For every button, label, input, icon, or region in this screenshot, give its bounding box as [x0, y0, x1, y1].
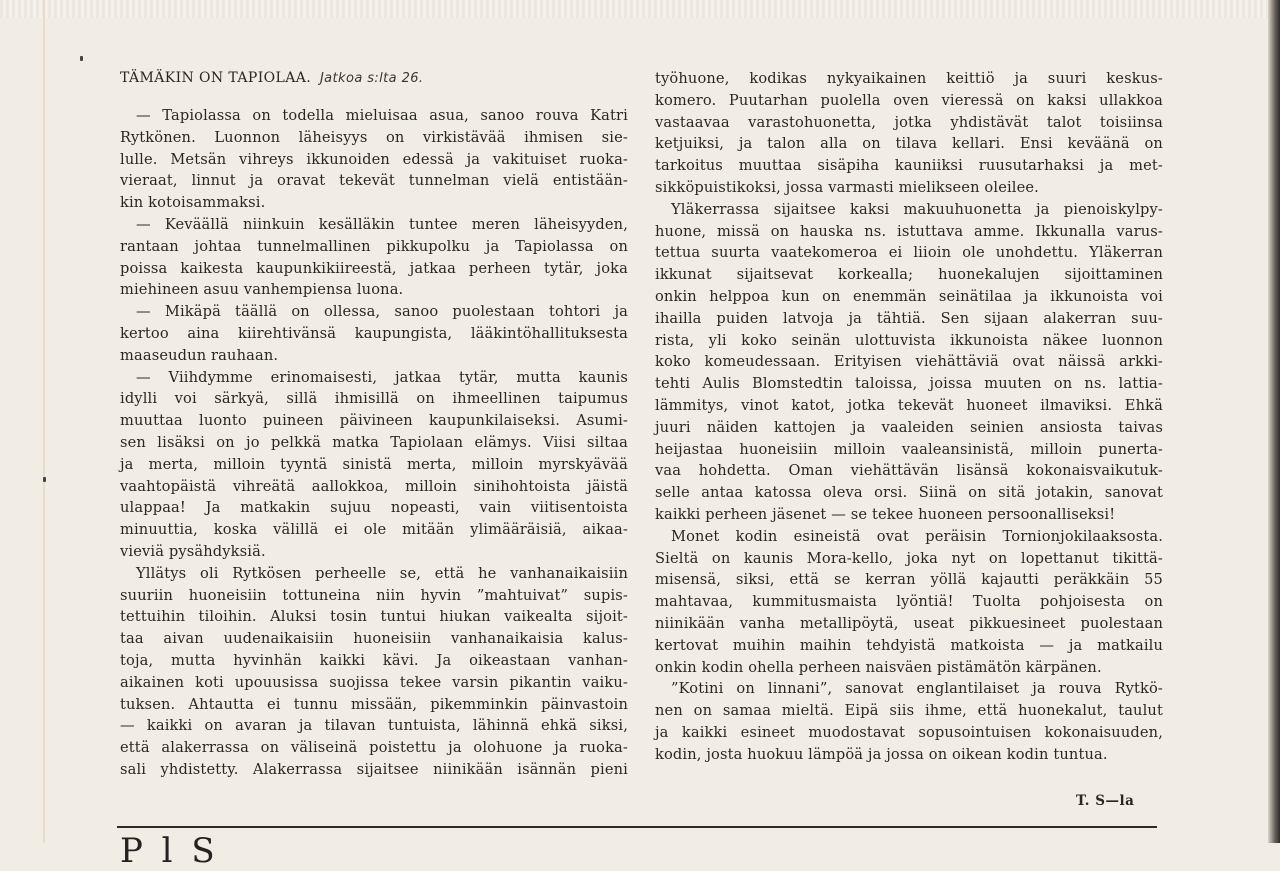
- text-line: lulle. Metsän vihreys ikkunoiden edessä ja vakituiset ruoka-: [120, 150, 628, 168]
- text-line: sikköpuistikoksi, jossa varmasti mielikseen oleilee.: [655, 178, 1039, 196]
- text-line: Yläkerrassa sijaitsee kaksi makuuhuonetta ja pienoiskylpy-: [671, 200, 1163, 218]
- text-line: lämmitys, vinot katot, jotka tekevät huoneet ilmaviksi. Ehkä: [655, 396, 1163, 414]
- text-line: kin kotoisammaksi.: [120, 194, 266, 212]
- text-line: — Mikäpä täällä on ollessa, sanoo puolestaan tohtori ja: [136, 303, 628, 321]
- text-line: huone, missä on hauska ns. istuttava amme. Ikkunalla varus-: [655, 222, 1163, 240]
- text-line: tehti Aulis Blomstedtin taloissa, joissa muuten on ns. lattia-: [655, 375, 1163, 393]
- text-line: — kaikki on avaran ja tilavan tuntuista, lähinnä ehkä siksi,: [120, 717, 628, 735]
- text-line: tettua suurta vaatekomeroa ei liioin ole unohdettu. Yläkerran: [655, 244, 1163, 262]
- scan-speck: [43, 477, 46, 482]
- scan-speck: [80, 56, 83, 61]
- section-divider-rule: [117, 826, 1157, 828]
- text-line: työhuone, kodikas nykyaikainen keittiö ja suuri keskus-: [655, 70, 1163, 87]
- text-line: ihailla puiden latvoja ja tähtiä. Sen sijaan alakerran suu-: [655, 309, 1163, 327]
- author-signature: T. S—la: [1076, 793, 1135, 809]
- page-fold-line: [43, 0, 45, 843]
- text-line: nen on samaa mieltä. Eipä siis ihme, että huonekalut, taulut: [655, 702, 1163, 720]
- text-line: Rytkönen. Luonnon läheisyys on virkistävää ihmisen sie-: [120, 128, 628, 146]
- page-right-edge: [1268, 0, 1280, 843]
- text-line: kertovat muihin maihin tehdyistä matkoista — ja matkailu: [655, 636, 1163, 654]
- text-line: onkin kodin ohella perheen naisväen pistämätön kärpänen.: [655, 658, 1102, 676]
- continuation-reference: Jatkoa s:lta 26.: [319, 71, 424, 86]
- text-line: minuuttia, koska välillä ei ole mitään ylimääräisiä, aikaa-: [120, 521, 628, 539]
- text-line: kaikki perheen jäsenet — se tekee huoneen persoonalliseksi!: [655, 505, 1116, 523]
- text-line: — Keväällä niinkuin kesälläkin tuntee meren läheisyyden,: [136, 215, 628, 233]
- text-line: maaseudun rauhaan.: [120, 346, 279, 364]
- text-line: heijastaa huoneisiin milloin vaaleansinistä, milloin punerta-: [655, 440, 1163, 458]
- text-line: kertoo aina kiirehtivänsä kaupungista, lääkintöhallituksesta: [120, 324, 628, 342]
- text-line: tarkoitus muuttaa sisäpiha kauniiksi ruusutarhaksi ja met-: [655, 157, 1163, 175]
- text-line: ”Kotini on linnani”, sanovat englantilaiset ja rouva Rytkö-: [671, 680, 1163, 698]
- text-line: — Tapiolassa on todella mieluisaa asua, sanoo rouva Katri: [136, 107, 628, 124]
- text-line: mahtavaa, kummitusmaista lyöntiä! Tuolta pohjoisesta on: [655, 593, 1163, 611]
- left-column: [120, 68, 628, 781]
- text-line: ikkunat sijaitsevat korkealla; huonekalujen sijoittaminen: [655, 266, 1163, 284]
- scan-top-strip: [0, 0, 1280, 18]
- text-line: sali yhdistetty. Alakerrassa sijaitsee niinikään isännän pieni: [120, 760, 628, 778]
- text-line: ulappaa! Ja matkakin sujuu nopeasti, vain viitisentoista: [120, 499, 628, 517]
- text-line: niinikään vanha metallipöytä, useat pikkuesineet puolestaan: [655, 614, 1163, 632]
- text-line: että alakerrassa on väliseinä poistettu ja olohuone ja ruoka-: [120, 739, 628, 757]
- text-line: suuriin huoneisiin tottuneina niin hyvin ”mahtuivat” supis-: [120, 586, 628, 604]
- text-line: sen lisäksi on jo pelkkä matka Tapiolaan elämys. Viisi siltaa: [120, 433, 628, 451]
- text-line: misensä, siksi, että se kerran yöllä kajautti peräkkäin 55: [655, 571, 1163, 589]
- text-line: ketjuiksi, ja talon alla on tilava kellari. Ensi keväänä on: [655, 135, 1163, 153]
- text-line: tuksen. Ahtautta ei tunnu missään, pikemminkin päinvastoin: [120, 695, 628, 713]
- text-line: vastaavaa varastohuonetta, jotka yhdistävät talot toisiinsa: [655, 113, 1163, 131]
- article-heading: [120, 68, 628, 90]
- text-line: vieviä pysähdyksiä.: [120, 542, 266, 560]
- article-title: TÄMÄKIN ON TAPIOLAA.: [120, 70, 312, 86]
- text-line: muuttaa luonto puineen päivineen kaupunkilaiseksi. Asumi-: [120, 412, 628, 430]
- text-line: vaa hohdetta. Oman viehättävän lisänsä kokonaisvaikutuk-: [655, 462, 1163, 480]
- text-line: rista, yli koko seinän ulottuvista ikkunoista näkee luonnon: [655, 331, 1163, 349]
- text-line: kodin, josta huokuu lämpöä ja jossa on oikean kodin tuntua.: [655, 745, 1108, 763]
- text-line: Yllätys oli Rytkösen perheelle se, että he vanhanaikaisiin: [136, 564, 628, 582]
- right-column: [655, 68, 1163, 766]
- text-line: — Viihdymme erinomaisesti, jatkaa tytär, mutta kaunis: [136, 368, 628, 386]
- text-line: onkin helppoa kun on enemmän seinätilaa ja ikkunoista voi: [655, 287, 1163, 305]
- text-line: aikainen koti upouusissa suojissa tekee varsin pikantin vaiku-: [120, 673, 628, 691]
- text-line: komero. Puutarhan puolella oven vieressä on kaksi ullakkoa: [655, 91, 1163, 109]
- text-line: selle antaa katossa oleva orsi. Siinä on sitä jotakin, sanovat: [655, 484, 1163, 502]
- text-line: idylli voi särkyä, sillä ihmisillä on ihmeellinen taipumus: [120, 390, 628, 408]
- text-line: poissa kaikesta kaupunkikiireestä, jatkaa perheen tytär, joka: [120, 259, 628, 277]
- text-line: Monet kodin esineistä ovat peräisin Tornionjokilaaksosta.: [671, 527, 1163, 545]
- text-line: taa aivan uudenaikaisiin huoneisiin vanhanaikaisia kalus-: [120, 630, 628, 648]
- text-line: ja kaikki esineet muodostavat sopusointuisen kokonaisuuden,: [655, 723, 1163, 741]
- text-line: tettuihin tiloihin. Aluksi tosin tuntui hiukan vaikealta sijoit-: [120, 608, 628, 626]
- text-line: vieraat, linnut ja oravat tekevät tunnelman vielä entistään-: [120, 172, 628, 190]
- next-article-heading-partial: P l S: [120, 831, 219, 871]
- text-line: vaahtopäistä vihreätä aallokkoa, milloin sinihohtoista jäistä: [120, 477, 628, 495]
- text-line: juuri näiden kattojen ja vaaleiden seinien ansiosta taivas: [655, 418, 1163, 436]
- text-line: Sieltä on kaunis Mora-kello, joka nyt on lopettanut tikittä-: [655, 549, 1163, 567]
- text-line: ja merta, milloin tyyntä sinistä merta, milloin myrskyävää: [120, 455, 628, 473]
- text-line: rantaan johtaa tunnelmallinen pikkupolku ja Tapiolassa on: [120, 237, 628, 255]
- text-line: miehineen asuu vanhempiensa luona.: [120, 281, 404, 299]
- text-line: koko komeudessaan. Erityisen viehättäviä ovat näissä arkki-: [655, 353, 1163, 371]
- text-line: toja, mutta hyvinhän kaikki kävi. Ja oikeastaan vanhan-: [120, 651, 628, 669]
